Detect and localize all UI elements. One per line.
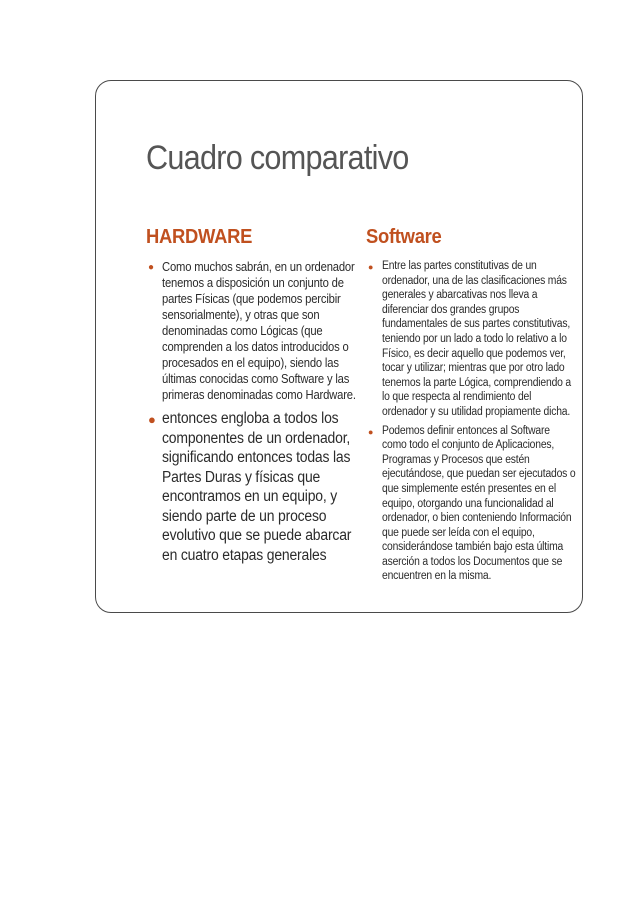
slide bbox=[95, 80, 583, 613]
software-bullet-list bbox=[366, 259, 576, 584]
slide-title: Cuadro comparativo bbox=[146, 139, 409, 177]
software-heading: Software bbox=[366, 226, 442, 248]
hardware-column bbox=[146, 226, 356, 565]
bullet-icon: ● bbox=[148, 262, 154, 273]
bullet-icon: ● bbox=[368, 262, 374, 272]
bullet-text: entonces engloba a todos los componentes de un ordenador, significando entonces todas las Partes Duras y físicas que encontramos en un equipo, y siendo parte de un proceso evolutivo que se puede abarcar en cuatro etapas generales bbox=[162, 410, 352, 564]
bullet-text: Entre las partes constitutivas de un ordenador, una de las clasificaciones más generales y abarcativas nos lleva a diferenciar dos grandes grupos fundamentales de sus partes constitutivas, teniendo por un lado a todo lo relativo a lo Físico, es decir aquello que podemos ver, tocar y utilizar; mientras que por otro lado tenemos la parte Lógica, comprendiendo a lo que respecta al rendimiento del ordenador y su utilidad propiamente dicha. bbox=[382, 260, 572, 418]
hardware-bullet-list bbox=[146, 259, 356, 565]
software-column bbox=[366, 226, 576, 588]
list-item bbox=[146, 259, 356, 403]
bullet-text: Podemos definir entonces al Software como todo el conjunto de Aplicaciones, Programas y Procesos que estén ejecutándose, que puedan ser ejecutados o que simplemente estén presentes en el equipo, otorgando una funcionalidad al ordenador, o bien conteniendo Información que puede ser leída con el equipo, considerándose también bajo esta última aserción a todos los Documentos que se encuentren en la misma. bbox=[382, 424, 576, 583]
bullet-icon: ● bbox=[368, 426, 374, 437]
list-item bbox=[366, 259, 576, 420]
list-item bbox=[146, 409, 356, 565]
bullet-icon: ● bbox=[148, 412, 156, 427]
hardware-heading: HARDWARE bbox=[146, 226, 253, 248]
list-item bbox=[366, 424, 576, 585]
bullet-text: Como muchos sabrán, en un ordenador tenemos a disposición un conjunto de partes Físicas (que podemos percibir sensorialmente), y otras que son denominadas como Lógicas (que comprenden a los datos introducidos o procesados en el equipo), siendo las últimas conocidas como Software y las primeras denominadas como Hardware. bbox=[162, 260, 356, 402]
